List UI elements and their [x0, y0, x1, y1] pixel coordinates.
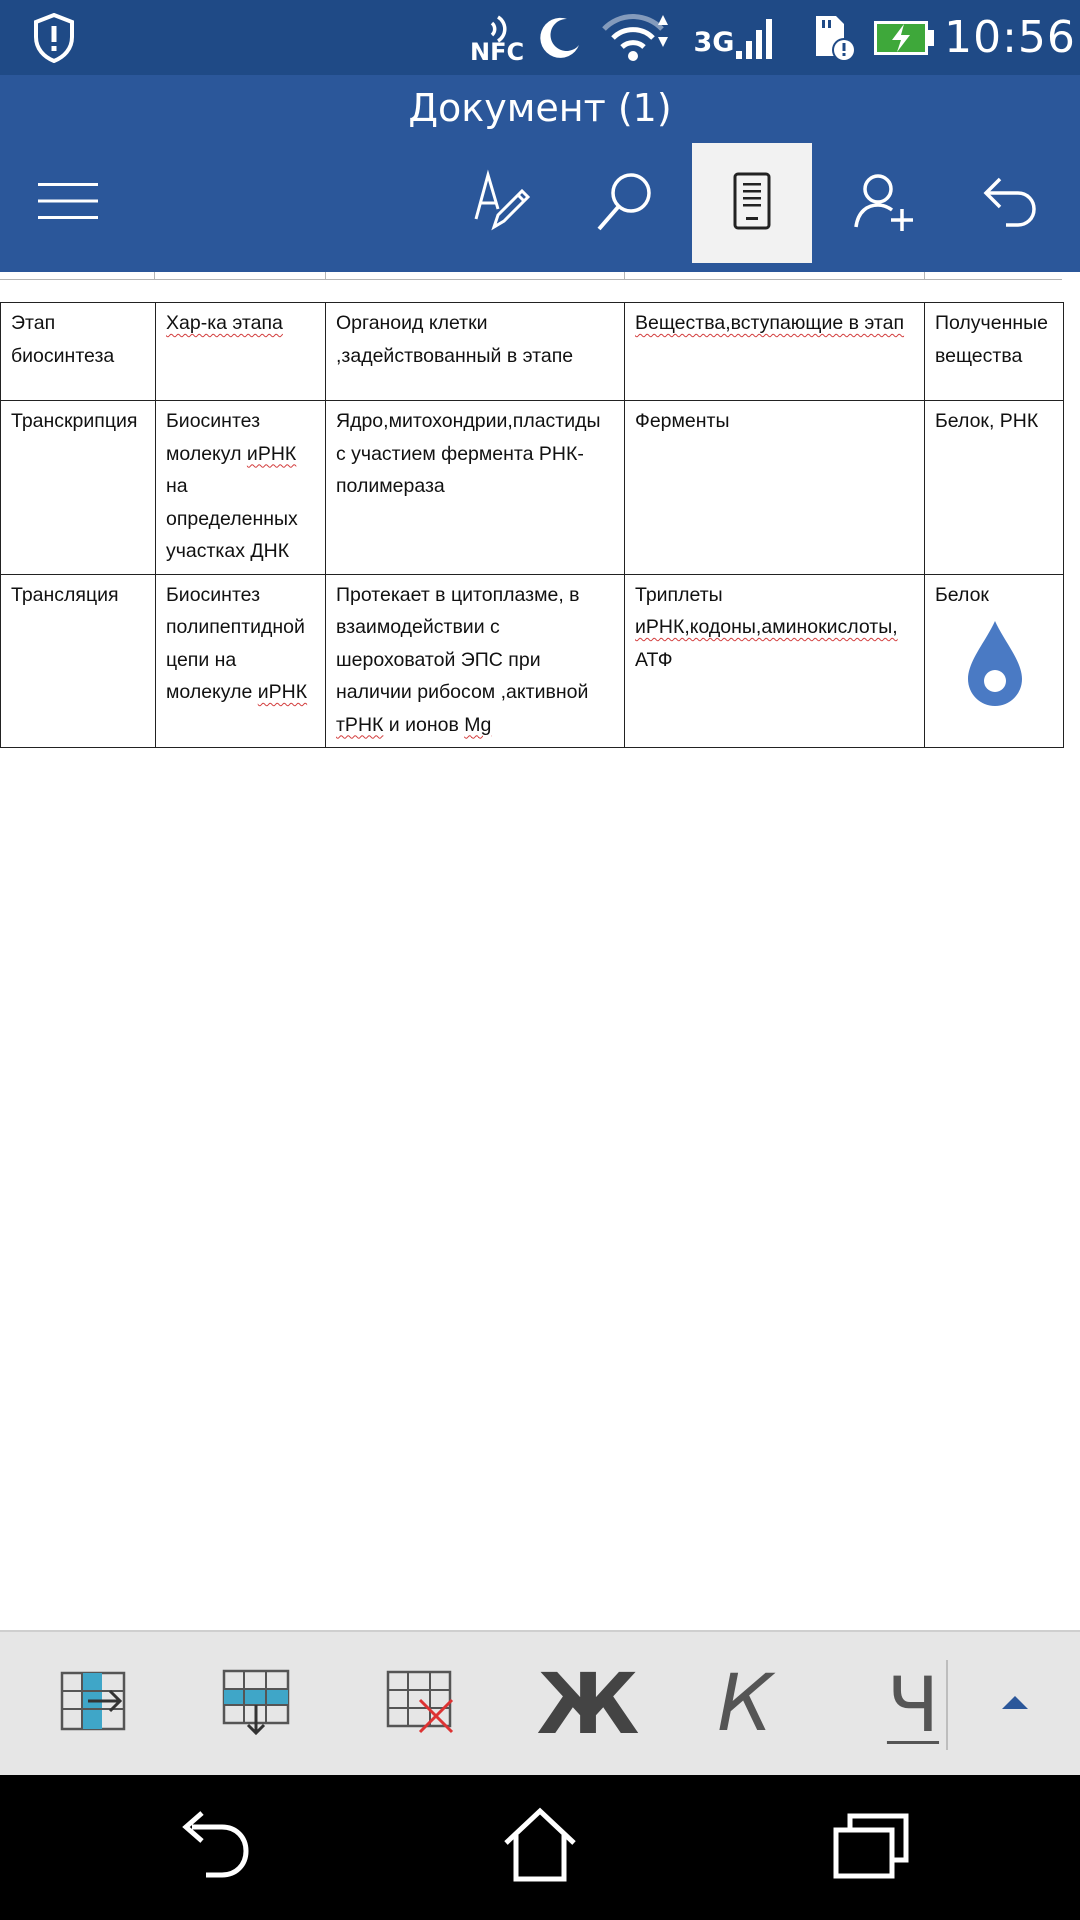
table-cell[interactable]	[326, 401, 625, 575]
insert-row-below-icon	[222, 1669, 292, 1740]
cell-result: Белок, РНК	[935, 410, 1039, 432]
cell-organoid-text: Протекает в цитоплазме, в взаимодействии с шероховатой ЭПС при наличии рибосом ,активной	[336, 583, 589, 703]
undo-button[interactable]	[950, 143, 1070, 263]
reading-view-icon	[732, 171, 772, 236]
toolbar-separator	[946, 1660, 948, 1750]
table-cell[interactable]	[925, 574, 1064, 748]
search-icon	[593, 169, 657, 238]
moon-icon	[534, 0, 586, 75]
table-row	[1, 574, 1064, 748]
reading-view-button[interactable]	[692, 143, 812, 263]
cell-result: Белок	[935, 583, 989, 606]
cell-substances-misspelled: иРНК,кодоны,аминокислоты,	[635, 616, 898, 638]
expand-toolbar-button[interactable]	[990, 1652, 1040, 1756]
cell-stage: Трансляция	[11, 583, 119, 606]
wifi-icon	[600, 0, 672, 75]
recent-apps-button[interactable]	[800, 1795, 940, 1900]
delete-table-icon	[386, 1670, 456, 1739]
header-stage: Этап биосинтеза	[11, 312, 115, 367]
cell-stage: Транскрипция	[11, 410, 138, 432]
table-cell[interactable]	[1, 401, 156, 575]
cell-substances-text-end: АТФ	[635, 648, 673, 671]
cell-feature-misspelled: иРНК	[257, 681, 308, 703]
menu-icon	[36, 181, 100, 226]
cell-feature-text: Биосинтез полипептидной цепи на молекуле	[166, 583, 305, 703]
insert-column-right-icon	[60, 1671, 130, 1738]
home-button[interactable]	[470, 1795, 610, 1900]
recent-apps-icon	[830, 1810, 910, 1885]
nfc-label: NFC	[470, 37, 525, 63]
table-header-row	[1, 303, 1064, 401]
cursor-handle[interactable]	[935, 611, 1054, 720]
sd-card-alert-icon	[804, 0, 860, 75]
table-cell[interactable]	[625, 574, 925, 748]
underline-button[interactable]: Ч	[886, 1659, 940, 1749]
header-result: Полученные вещества	[935, 312, 1048, 367]
table-cell[interactable]	[156, 303, 326, 401]
search-button[interactable]	[565, 143, 685, 263]
table-cell[interactable]	[156, 401, 326, 575]
header-feature: Хар-ка этапа	[166, 312, 283, 334]
nfc-icon	[468, 0, 530, 75]
menu-button[interactable]	[8, 143, 128, 263]
table-cell[interactable]	[625, 303, 925, 401]
add-person-icon	[852, 169, 916, 238]
table-cell[interactable]	[326, 574, 625, 748]
battery-charging-icon	[872, 0, 936, 75]
previous-table-edge	[0, 272, 1062, 280]
table-cell[interactable]	[925, 401, 1064, 575]
format-toolbar	[0, 1630, 1080, 1775]
back-button[interactable]	[142, 1795, 282, 1900]
signal-icon	[690, 0, 782, 75]
table-row	[1, 401, 1064, 575]
cell-feature-misspelled: иРНК	[246, 442, 297, 465]
edit-pen-icon	[468, 169, 532, 238]
header-substances: Вещества,вступающие в этап	[635, 312, 905, 334]
insert-column-right-button[interactable]	[50, 1652, 140, 1756]
status-bar	[0, 0, 1080, 75]
table-cell[interactable]	[1, 303, 156, 401]
table-cell[interactable]	[326, 303, 625, 401]
biosynthesis-table[interactable]	[0, 302, 1064, 748]
undo-icon	[980, 171, 1040, 236]
bold-button[interactable]: Ж	[536, 1655, 640, 1753]
italic-button[interactable]: К	[717, 1659, 773, 1749]
cell-organoid-misspelled: тРНК	[336, 713, 384, 736]
network-type: 3G	[693, 27, 735, 58]
cell-organoid-misspelled-2: Mg	[464, 713, 492, 736]
navigation-bar	[0, 1775, 1080, 1920]
share-button[interactable]	[824, 143, 944, 263]
document-title[interactable]: Документ (1)	[408, 85, 672, 130]
cell-substances-text: Триплеты	[635, 583, 723, 606]
table-cell[interactable]	[925, 303, 1064, 401]
clock: 10:56	[944, 12, 1076, 63]
cell-substances: Ферменты	[635, 410, 730, 432]
cursor-drop-icon	[966, 617, 1024, 720]
app-header	[0, 75, 1080, 272]
cell-feature-text: Биосинтез молекул	[166, 410, 261, 465]
edit-button[interactable]	[440, 143, 560, 263]
document-canvas[interactable]	[0, 272, 1080, 1630]
shield-alert-icon	[28, 0, 80, 75]
cell-feature-text-end: на определенных участках ДНК	[166, 475, 298, 562]
expand-up-icon	[1000, 1693, 1030, 1716]
back-icon	[172, 1809, 252, 1886]
delete-table-button[interactable]	[376, 1652, 466, 1756]
cell-organoid-text-mid: и ионов	[383, 713, 465, 736]
insert-row-below-button[interactable]	[212, 1652, 302, 1756]
home-icon	[500, 1807, 580, 1888]
table-cell[interactable]	[1, 574, 156, 748]
table-cell[interactable]	[625, 401, 925, 575]
cell-organoid: Ядро,митохондрии,пластиды с участием фермента РНК-полимераза	[336, 410, 601, 497]
table-cell[interactable]	[156, 574, 326, 748]
header-organoid: Органоид клетки ,задействованный в этапе	[336, 312, 574, 367]
